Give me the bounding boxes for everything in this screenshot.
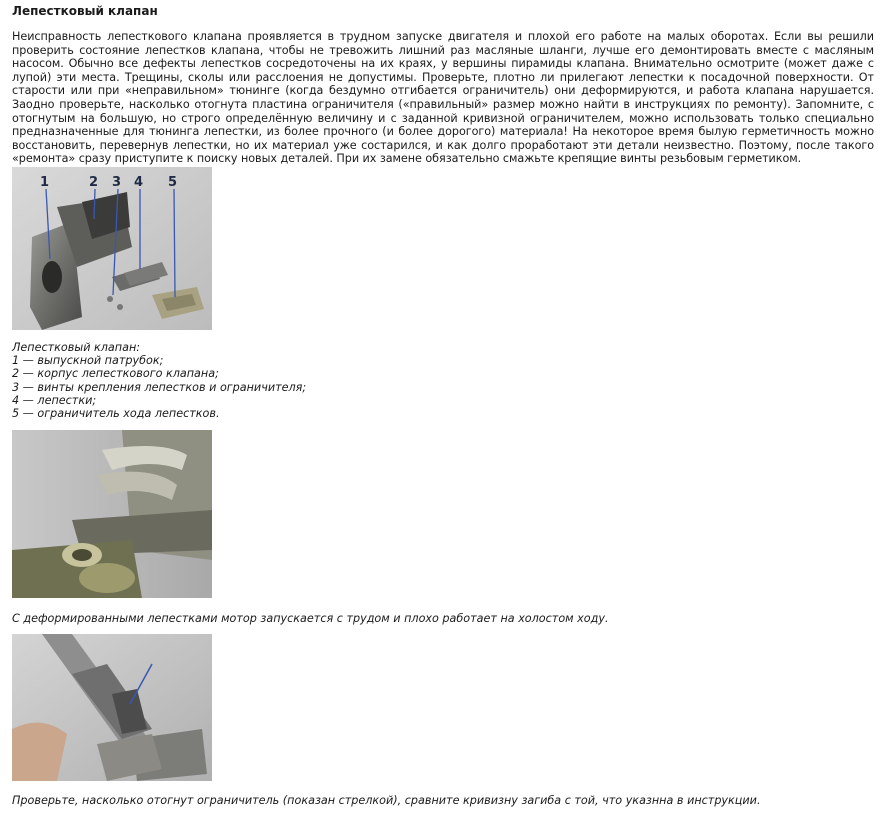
callout-label-3: 3 [112, 175, 122, 190]
figure3-caption: Проверьте, насколько отогнут ограничитель (показан стрелкой), сравните кривизну загиба с той, что указнна в инструкции. [12, 794, 761, 807]
caption-line: 3 — винты крепления лепестков и ограничителя; [12, 380, 307, 394]
callout-label-2: 2 [89, 175, 99, 190]
callout-label-4: 4 [134, 175, 144, 190]
article-title: Лепестковый клапан [12, 4, 158, 18]
reed-valve-photo [12, 167, 212, 330]
article [12, 4, 874, 166]
deformed-reeds-photo [12, 430, 212, 598]
article-paragraph: Неисправность лепесткового клапана проявляется в трудном запуске двигателя и плохой его работе на малых оборотах. Если вы решили проверить состояние лепестков клапана, чтобы не тревожить лишний раз масляные шланги, лучше его демонтировать вместе с масляным насосом. Обычно все дефекты лепестков сосредоточены на их краях, у вершины пирамиды клапана. Внимательно осмотрите (может даже с лупой) эти места. Трещины, сколы или расслоения не допустимы. Проверьте, плотно ли прилегают лепестки к посадочной поверхности. От старости или при «неправильном» тюнинге (когда бездумно отгибается ограничитель) они деформируются, и работа клапана нарушается. Заодно проверьте, насколько отогнута пластина ограничителя («правильный» размер можно найти в инструкциях по ремонту). Запомните, с отогнутым на большую, но строго определённую величину и с заданной кривизной ограничителем, можно использовать только специально предназначенные для тюнинга лепестки, из более прочного (и более дорогого) материала! На некоторое время былую герметичность можно восстановить, перевернув лепестки, но их материал уже состарился, и как долго проработают эти детали неизвестно. Поэтому, после такого «ремонта» сразу приступите к поиску новых деталей. При их замене обязательно смажьте крепящие винты резьбовым герметиком. [12, 30, 874, 166]
caption-line: 4 — лепестки; [12, 393, 97, 407]
caption-line: 5 — ограничитель хода лепестков. [12, 407, 220, 421]
caption-line: Лепестковый клапан: [12, 341, 141, 354]
caliper-check-photo [12, 634, 212, 781]
reed-valve-illustration [12, 167, 212, 330]
callout-label-1: 1 [40, 175, 50, 190]
figure2-caption: С деформированными лепестками мотор запускается с трудом и плохо работает на холостом ходу. [12, 612, 609, 625]
deformed-reeds-illustration [12, 430, 212, 598]
callout-label-5: 5 [168, 175, 178, 190]
caption-line: 2 — корпус лепесткового клапана; [12, 367, 219, 381]
figure1-caption [12, 341, 412, 420]
caption-line: 1 — выпускной патрубок; [12, 354, 164, 368]
caliper-check-illustration [12, 634, 212, 781]
